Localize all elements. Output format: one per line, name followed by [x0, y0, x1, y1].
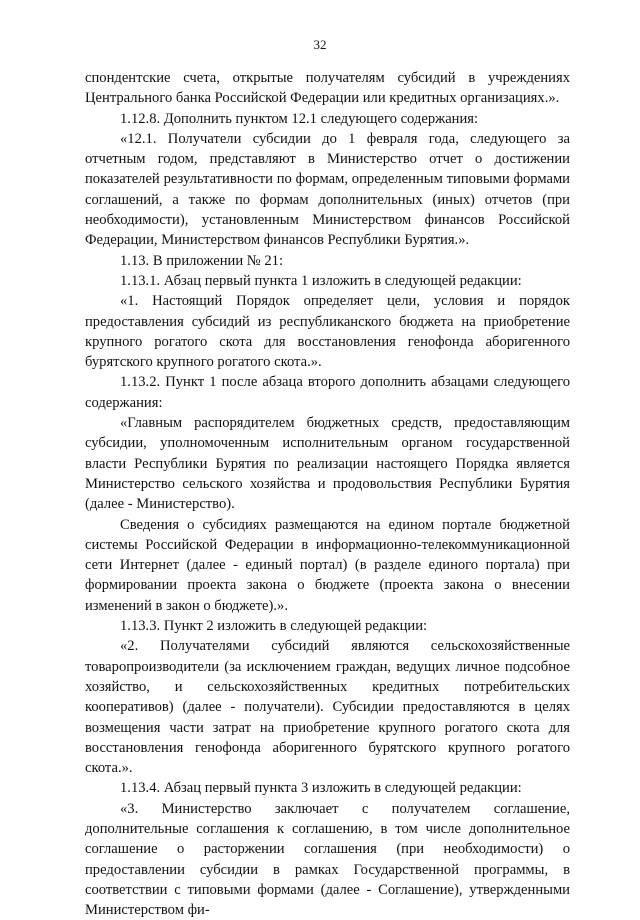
- paragraph: 1.12.8. Дополнить пунктом 12.1 следующего содержания:: [120, 110, 479, 127]
- paragraph: спондентские счета, открытые получателям субсидий в учреждениях Центрального банка Российской Федерации или кредитных организациях.».: [85, 70, 570, 107]
- paragraph: 1.13. В приложении № 21:: [120, 252, 284, 269]
- paragraph: «1. Настоящий Порядок определяет цели, условия и порядок предоставления субсидий из республиканского бюджета на приобретение крупного рогатого скота для восстановления генофонда аборигенного бурятского крупного рогатого скота.».: [85, 293, 570, 371]
- document-body: [85, 68, 570, 920]
- paragraph: 1.13.4. Абзац первый пункта 3 изложить в следующей редакции:: [120, 780, 522, 797]
- paragraph: «2. Получателями субсидий являются сельскохозяйственные товаропроизводители (за исключением граждан, ведущих личное подсобное хозяйство, и сельскохозяйственных кредитных потребительских кооперативов) (далее - получатели). Субсидии предоставляются в целях возмещения части затрат на приобретение крупного рогатого скота для восстановления генофонда аборигенного бурятского крупного рогатого скота.».: [85, 638, 570, 777]
- paragraph: Сведения о субсидиях размещаются на едином портале бюджетной системы Российской Федерации в информационно-телекоммуникационной сети Интернет (далее - единый портал) (в разделе единого портала) при формировании проекта закона о бюджете (проекта закона о внесении изменений в закон о бюджете).».: [85, 516, 570, 614]
- paragraph: «3. Министерство заключает с получателем соглашение, дополнительные соглашения к соглашению, в том числе дополнительное соглашение о расторжении соглашения (при необходимости) о предоставлении субсидии в рамках Государственной программы, в соответствии с типовыми формами (далее - Соглашение), утвержденными Министерством фи-: [85, 800, 570, 919]
- paragraph: 1.13.1. Абзац первый пункта 1 изложить в следующей редакции:: [120, 272, 522, 289]
- paragraph: 1.13.3. Пункт 2 изложить в следующей редакции:: [120, 618, 428, 635]
- paragraph: «Главным распорядителем бюджетных средств, предоставляющим субсидии, уполномоченным исполнительным органом государственной власти Республики Бурятия по реализации настоящего Порядка является Министерство сельского хозяйства и продовольствия Республики Бурятия (далее - Министерство).: [85, 415, 570, 513]
- paragraph: 1.13.2. Пункт 1 после абзаца второго дополнить абзацами следующего содержания:: [85, 374, 570, 411]
- page-number: 32: [313, 37, 327, 52]
- paragraph: «12.1. Получатели субсидии до 1 февраля года, следующего за отчетным годом, представляют в Министерство отчет о достижении показателей результативности по формам, определенным типовыми формами соглашений, а также по формам дополнительных (иных) отчетов (при необходимости), установленным Министерством финансов Российской Федерации, Министерством финансов Республики Бурятия.».: [85, 130, 570, 249]
